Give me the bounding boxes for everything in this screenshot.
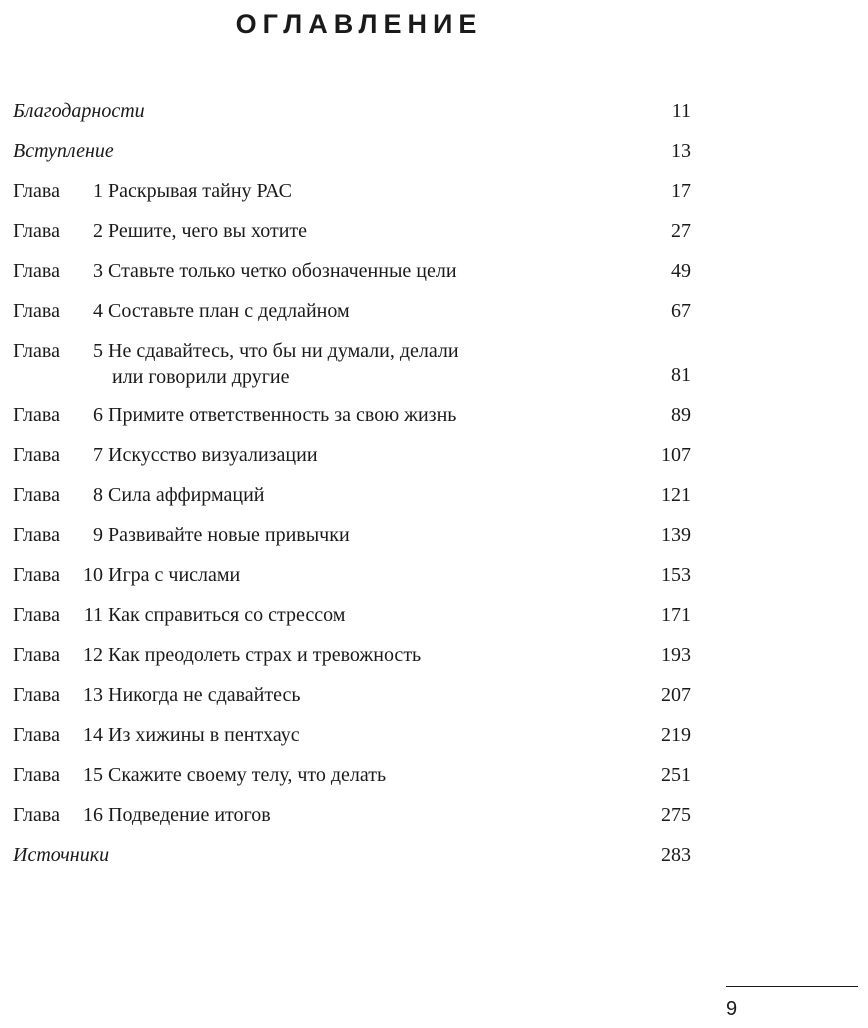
entry-title: Вступление <box>13 140 114 162</box>
chapter-word: Глава <box>13 644 60 666</box>
chapter-title: Развивайте новые привычки <box>108 524 350 546</box>
chapter-word: Глава <box>13 804 60 826</box>
chapter-word: Глава <box>13 564 60 586</box>
chapter-word: Глава <box>13 300 60 322</box>
entry-page: 11 <box>671 100 691 122</box>
entry-page: 121 <box>661 484 691 506</box>
entry-page: 89 <box>671 404 691 426</box>
chapter-title: Искусство визуализации <box>108 444 318 466</box>
chapter-title-block <box>108 338 588 390</box>
chapter-word: Глава <box>13 684 60 706</box>
entry-page: 171 <box>661 604 691 626</box>
entry-page: 251 <box>661 764 691 786</box>
chapter-number: 15 <box>83 764 103 786</box>
toc-entry-chapter-11[interactable] <box>13 602 691 642</box>
entry-page: 219 <box>661 724 691 746</box>
table-of-contents <box>13 98 691 882</box>
toc-entry-chapter-14[interactable] <box>13 722 691 762</box>
entry-page: 283 <box>661 844 691 866</box>
entry-page: 139 <box>661 524 691 546</box>
chapter-title: Скажите своему телу, что делать <box>108 764 387 786</box>
chapter-number: 3 <box>93 260 103 282</box>
entry-title: Источники <box>13 844 110 866</box>
chapter-title: Подведение итогов <box>108 804 271 826</box>
chapter-word: Глава <box>13 340 60 362</box>
toc-entry-chapter-8[interactable] <box>13 482 691 522</box>
entry-title: Благодарности <box>13 100 145 122</box>
entry-page: 275 <box>661 804 691 826</box>
chapter-word: Глава <box>13 444 60 466</box>
entry-page: 107 <box>661 444 691 466</box>
chapter-word: Глава <box>13 724 60 746</box>
entry-page: 81 <box>671 364 691 386</box>
chapter-title: Никогда не сдавайтесь <box>108 684 301 706</box>
chapter-number: 11 <box>83 604 103 626</box>
chapter-title: Игра с числами <box>108 564 241 586</box>
entry-page: 67 <box>671 300 691 322</box>
entry-page: 27 <box>671 220 691 242</box>
chapter-title: Составьте план с дедлайном <box>108 300 350 322</box>
entry-page: 153 <box>661 564 691 586</box>
toc-entry-sources[interactable] <box>13 842 691 882</box>
page-number: 9 <box>726 998 738 1020</box>
toc-entry-chapter-13[interactable] <box>13 682 691 722</box>
chapter-number: 7 <box>93 444 103 466</box>
chapter-title-continuation: или говорили другие <box>112 366 290 388</box>
chapter-title: Как преодолеть страх и тревожность <box>108 644 422 666</box>
toc-entry-chapter-5[interactable] <box>13 338 691 402</box>
page-title: ОГЛАВЛЕНИЕ <box>235 9 483 39</box>
toc-entry-chapter-1[interactable] <box>13 178 691 218</box>
chapter-word: Глава <box>13 524 60 546</box>
entry-page: 207 <box>661 684 691 706</box>
chapter-word: Глава <box>13 220 60 242</box>
toc-entry-introduction[interactable] <box>13 138 691 178</box>
toc-entry-chapter-15[interactable] <box>13 762 691 802</box>
chapter-word: Глава <box>13 404 60 426</box>
chapter-number: 9 <box>93 524 103 546</box>
entry-page: 49 <box>671 260 691 282</box>
chapter-title: Из хижины в пентхаус <box>108 724 300 746</box>
footer-rule <box>726 986 858 987</box>
chapter-word: Глава <box>13 180 60 202</box>
chapter-number: 16 <box>83 804 103 826</box>
toc-entry-chapter-3[interactable] <box>13 258 691 298</box>
chapter-title: Как справиться со стрессом <box>108 604 346 626</box>
chapter-word: Глава <box>13 764 60 786</box>
toc-entry-chapter-16[interactable] <box>13 802 691 842</box>
chapter-title: Сила аффирмаций <box>108 484 265 506</box>
chapter-word: Глава <box>13 484 60 506</box>
chapter-title: Раскрывая тайну РАС <box>108 180 292 202</box>
toc-entry-chapter-6[interactable] <box>13 402 691 442</box>
toc-entry-chapter-10[interactable] <box>13 562 691 602</box>
chapter-word: Глава <box>13 604 60 626</box>
toc-entry-chapter-2[interactable] <box>13 218 691 258</box>
chapter-number: 1 <box>93 180 103 202</box>
entry-page: 13 <box>671 140 691 162</box>
toc-entry-acknowledgements[interactable] <box>13 98 691 138</box>
chapter-title: Ставьте только четко обозначенные цели <box>108 260 457 282</box>
entry-page: 193 <box>661 644 691 666</box>
chapter-number: 4 <box>93 300 103 322</box>
chapter-number: 10 <box>83 564 103 586</box>
chapter-number: 5 <box>93 340 103 362</box>
chapter-number: 14 <box>83 724 103 746</box>
toc-entry-chapter-7[interactable] <box>13 442 691 482</box>
chapter-number: 8 <box>93 484 103 506</box>
chapter-number: 6 <box>93 404 103 426</box>
chapter-number: 12 <box>83 644 103 666</box>
toc-entry-chapter-12[interactable] <box>13 642 691 682</box>
toc-entry-chapter-9[interactable] <box>13 522 691 562</box>
chapter-word: Глава <box>13 260 60 282</box>
chapter-number: 2 <box>93 220 103 242</box>
chapter-title: Не сдавайтесь, что бы ни думали, делали <box>108 340 459 362</box>
entry-page: 17 <box>671 180 691 202</box>
chapter-number: 13 <box>83 684 103 706</box>
toc-entry-chapter-4[interactable] <box>13 298 691 338</box>
chapter-title: Решите, чего вы хотите <box>108 220 308 242</box>
chapter-title: Примите ответственность за свою жизнь <box>108 404 457 426</box>
